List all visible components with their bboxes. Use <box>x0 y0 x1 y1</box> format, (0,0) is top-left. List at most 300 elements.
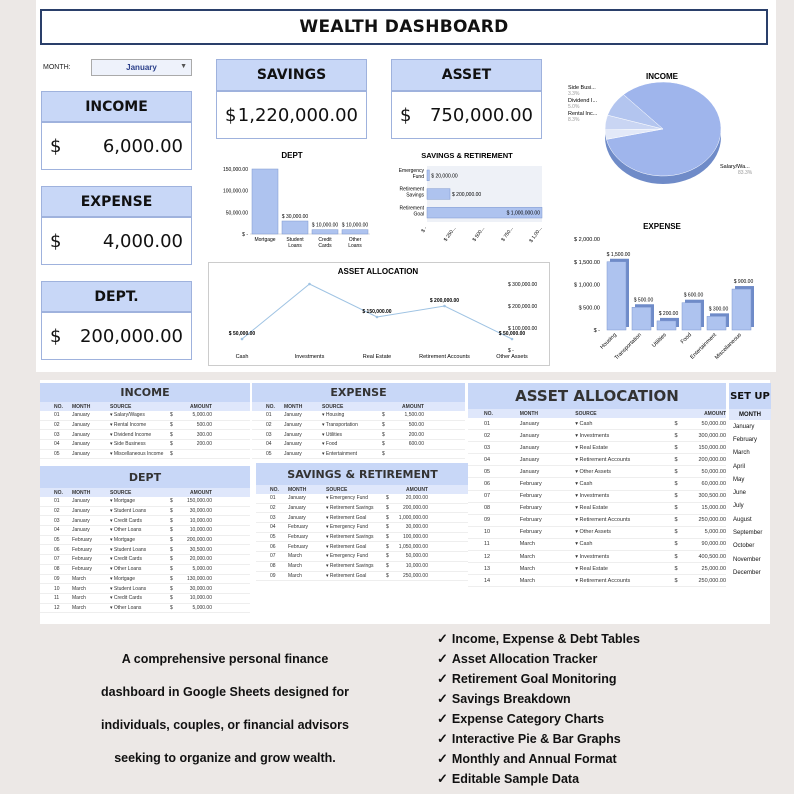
feature-item <box>437 729 737 749</box>
month-label: MONTH: <box>43 64 71 71</box>
amount-value: 5,000.00 <box>704 529 727 536</box>
currency-symbol: $ <box>50 230 62 252</box>
table-cell: February <box>72 546 93 553</box>
table-row[interactable] <box>468 515 726 527</box>
table-row[interactable] <box>40 555 250 565</box>
data-point <box>241 338 244 341</box>
table-cell: February <box>72 566 93 573</box>
x-tick-label: Other Assets <box>496 354 528 360</box>
table-row[interactable] <box>468 575 726 587</box>
table-cell: ▾ Credit Cards <box>110 556 142 563</box>
table-row[interactable] <box>256 552 469 562</box>
table-cell: January <box>284 412 302 419</box>
table-cell: 05 <box>484 468 491 475</box>
amount-cell <box>170 527 218 533</box>
checkmark-icon: ✓ <box>437 671 448 686</box>
currency-symbol: $ <box>382 412 385 419</box>
column-header: SOURCE <box>110 489 132 496</box>
table-cell: ▾ Transportation <box>322 422 358 429</box>
table-row[interactable] <box>468 503 726 515</box>
column-header: NO. <box>484 410 493 417</box>
checkmark-icon: ✓ <box>437 711 448 726</box>
amount-value: 30,000.00 <box>189 508 212 515</box>
amount-value: 30,000.00 <box>189 585 212 592</box>
table-cell: March <box>519 553 535 560</box>
table-header <box>468 409 726 418</box>
month-select[interactable] <box>91 59 192 76</box>
table-row[interactable] <box>256 572 469 582</box>
table-header <box>40 488 250 497</box>
x-tick-label: Retirement Accounts <box>419 354 470 360</box>
table-cell: 01 <box>54 412 60 419</box>
table-row[interactable] <box>256 533 469 543</box>
amount-cell <box>170 432 218 438</box>
column-header: MONTH <box>72 489 91 496</box>
table-cell: January <box>288 495 306 502</box>
y-tick-label: $ 500.00 <box>578 305 600 312</box>
currency-symbol: $ <box>674 481 678 488</box>
y-tick-label: 150,000.00 <box>222 167 248 173</box>
currency-symbol: $ <box>386 524 389 531</box>
table-cell: February <box>288 534 309 541</box>
data-label: $ 500.00 <box>633 297 654 304</box>
table-cell: 09 <box>484 517 491 524</box>
table-cell: 10 <box>484 529 491 536</box>
chart-title: EXPENSE <box>643 222 681 231</box>
table-cell: 12 <box>484 553 491 560</box>
table-cell: 12 <box>54 604 60 611</box>
amount-value: 1,500.00 <box>404 412 424 419</box>
setup-month-item[interactable]: May <box>733 476 745 483</box>
dept-card-value <box>41 312 192 360</box>
y-tick-label: $ - <box>242 232 248 238</box>
currency-symbol: $ <box>386 543 389 550</box>
table-row[interactable] <box>40 594 250 604</box>
table-cell: 05 <box>54 451 60 458</box>
currency-symbol: $ <box>674 468 678 475</box>
table-cell: ▾ Retirement Savings <box>326 563 374 570</box>
table-row[interactable] <box>252 411 465 421</box>
amount-cell <box>382 412 430 418</box>
table-cell: 08 <box>270 563 276 570</box>
month-select-value: January <box>126 63 157 72</box>
table-cell: 08 <box>484 505 491 512</box>
pie-label: Salary/Wa... <box>720 164 750 170</box>
amount-value: 600.00 <box>408 441 424 448</box>
x-tick-label: $ 1,00... <box>528 225 544 244</box>
table-cell: ▾ Cash <box>575 420 593 427</box>
setup-month-item[interactable]: November <box>733 556 761 563</box>
table-cell: 02 <box>484 432 491 439</box>
table-row[interactable] <box>468 418 726 430</box>
amount-cell <box>170 508 218 514</box>
expense-card-header: EXPENSE <box>41 186 192 217</box>
table-cell: 07 <box>270 553 276 560</box>
table-cell: ▾ Emergency Fund <box>326 524 368 531</box>
feature-item <box>437 709 737 729</box>
table-cell: ▾ Retirement Goal <box>326 543 367 550</box>
x-tick-label: $ 500... <box>471 225 487 243</box>
bar <box>252 169 278 234</box>
table-cell: January <box>284 422 302 429</box>
column-header: AMOUNT <box>190 489 212 496</box>
column-header: SOURCE <box>575 410 597 417</box>
feature-item <box>437 669 737 689</box>
amount-value: 250,000.00 <box>698 577 727 584</box>
setup-month-item[interactable]: August <box>733 516 752 523</box>
table-cell: ▾ Miscellaneous Income <box>110 451 164 458</box>
currency-symbol: $ <box>674 529 678 536</box>
setup-month-item[interactable]: January <box>733 423 755 430</box>
amount-value: 20,000.00 <box>189 556 212 563</box>
amount-value: 1,000,000.00 <box>398 514 428 521</box>
data-label: $ 900.00 <box>733 279 754 286</box>
income-card-header: INCOME <box>41 91 192 122</box>
currency-symbol: $ <box>382 431 385 438</box>
table-row[interactable] <box>256 513 469 523</box>
amount-cell <box>170 451 218 457</box>
table-row[interactable] <box>252 450 465 460</box>
table-row[interactable] <box>256 562 469 572</box>
table-cell: ▾ Cash <box>575 481 593 488</box>
table-cell: January <box>284 431 302 438</box>
x-tick-label: Real Estate <box>362 354 392 360</box>
table-cell: February <box>72 537 93 544</box>
table-row[interactable] <box>256 542 469 552</box>
currency-symbol: $ <box>50 135 62 157</box>
setup-month-item[interactable]: July <box>733 503 744 510</box>
table-row[interactable] <box>40 411 250 421</box>
setup-month-item[interactable]: October <box>733 543 755 550</box>
amount-cell <box>674 529 726 535</box>
amount-value: 300.00 <box>196 431 212 438</box>
table-row[interactable] <box>468 551 726 563</box>
currency-symbol: $ <box>170 575 173 582</box>
expense-table-title: EXPENSE <box>252 383 465 402</box>
table-row[interactable] <box>40 604 250 614</box>
amount-value: 5,000.00 <box>192 604 212 611</box>
table-row[interactable] <box>40 536 250 546</box>
feature-item <box>437 689 737 709</box>
income-value: 6,000.00 <box>102 135 183 157</box>
table-cell: 02 <box>54 508 60 515</box>
table-cell: February <box>519 481 542 488</box>
x-tick-label: $ 250... <box>442 225 458 243</box>
table-row[interactable] <box>40 565 250 575</box>
table-cell: January <box>284 451 302 458</box>
asset-table-title: ASSET ALLOCATION <box>468 383 726 409</box>
amount-value: 50,000.00 <box>405 553 428 560</box>
table-cell: 01 <box>484 420 491 427</box>
table-row[interactable] <box>40 545 250 555</box>
column-header: MONTH <box>519 410 539 417</box>
table-cell: January <box>72 441 90 448</box>
table-cell: ▾ Housing <box>322 412 345 419</box>
currency-symbol: $ <box>170 422 173 429</box>
savings-card-value <box>216 91 367 139</box>
table-row[interactable] <box>40 440 250 450</box>
amount-cell <box>674 469 726 475</box>
setup-month-item[interactable]: March <box>733 450 750 457</box>
checkmark-icon: ✓ <box>437 631 448 646</box>
bar <box>312 230 338 234</box>
data-label: $ 10,000.00 <box>341 222 369 229</box>
y-tick-label: Emergency <box>398 168 424 174</box>
amount-cell <box>170 441 218 447</box>
y-tick-label: 50,000.00 <box>225 210 248 217</box>
amount-cell <box>382 422 430 428</box>
amount-value: 5,000.00 <box>192 412 212 419</box>
column-header: MONTH <box>288 486 307 493</box>
table-header <box>40 402 250 411</box>
asset-value: 750,000.00 <box>429 104 533 126</box>
currency-symbol: $ <box>674 505 678 512</box>
data-label: $ 1,500.00 <box>606 251 631 258</box>
table-row[interactable] <box>40 421 250 431</box>
table-cell: ▾ Entertainment <box>322 451 358 458</box>
amount-cell <box>386 553 434 559</box>
table-cell: 05 <box>270 534 276 541</box>
amount-cell <box>170 422 218 428</box>
dept-table <box>40 466 250 613</box>
pie-label: Side Busi... <box>568 85 596 91</box>
table-row[interactable] <box>252 440 465 450</box>
table-cell: 06 <box>54 546 60 553</box>
currency-symbol: $ <box>386 505 389 512</box>
table-row[interactable] <box>40 450 250 460</box>
table-cell: March <box>288 553 302 560</box>
currency-symbol: $ <box>170 546 173 553</box>
data-label: $ 20,000.00 <box>431 173 458 180</box>
data-point <box>308 283 311 286</box>
table-cell: ▾ Other Assets <box>575 529 612 536</box>
x-tick-label: Loans <box>288 243 302 249</box>
table-cell: January <box>284 441 302 448</box>
table-row[interactable] <box>468 539 726 551</box>
table-row[interactable] <box>40 575 250 585</box>
amount-cell <box>386 573 434 579</box>
table-cell: February <box>288 543 309 550</box>
column-header: NO. <box>54 403 63 410</box>
x-tick-label: $ - <box>420 225 429 234</box>
bar <box>707 316 726 330</box>
setup-month-item[interactable]: December <box>733 569 761 576</box>
table-cell: March <box>72 595 86 602</box>
table-cell: 08 <box>54 566 60 573</box>
feature-text: Retirement Goal Monitoring <box>451 672 617 686</box>
x-tick-label: Investments <box>294 354 325 360</box>
setup-month-item[interactable]: April <box>733 463 746 470</box>
currency-symbol: $ <box>386 495 389 502</box>
setup-month-item[interactable]: February <box>733 436 758 443</box>
table-cell: 01 <box>270 495 276 502</box>
table-cell: ▾ Real Estate <box>575 444 608 451</box>
table-cell: ▾ Other Assets <box>575 468 612 475</box>
table-cell: 05 <box>54 537 60 544</box>
description <box>60 652 390 784</box>
feature-item <box>437 769 737 789</box>
table-cell: January <box>72 431 90 438</box>
table-row[interactable] <box>252 421 465 431</box>
amount-cell <box>674 433 726 439</box>
pie-percent: 5.0% <box>568 104 580 110</box>
currency-symbol: $ <box>170 556 173 563</box>
column-header: NO. <box>54 489 63 496</box>
table-cell: March <box>288 572 302 579</box>
amount-value: 30,000.00 <box>405 524 428 531</box>
amount-cell <box>170 518 218 524</box>
table-cell: March <box>519 541 535 548</box>
table-row[interactable] <box>256 494 469 504</box>
bar <box>427 170 429 181</box>
column-header: AMOUNT <box>402 403 424 410</box>
table-row[interactable] <box>256 504 469 514</box>
table-row[interactable] <box>40 430 250 440</box>
column-header: MONTH <box>72 403 91 410</box>
currency-symbol: $ <box>170 508 173 515</box>
income-table <box>40 383 250 459</box>
data-label: $ 1,000,000.00 <box>506 210 540 217</box>
table-cell: ▾ Salary/Wages <box>110 412 145 419</box>
currency-symbol: $ <box>170 527 173 534</box>
data-label: $ 300.00 <box>708 306 729 313</box>
data-label: $ 10,000.00 <box>311 222 339 229</box>
table-cell: 03 <box>54 431 60 438</box>
amount-cell <box>674 445 726 451</box>
amount-cell <box>674 517 726 523</box>
table-cell: 03 <box>270 514 276 521</box>
table-cell: 06 <box>484 481 491 488</box>
table-row[interactable] <box>40 516 250 526</box>
currency-symbol: $ <box>382 451 385 458</box>
amount-cell <box>674 541 726 547</box>
y-tick-label: $ 2,000.00 <box>574 237 600 243</box>
table-row[interactable] <box>40 507 250 517</box>
table-row[interactable] <box>468 491 726 503</box>
table-cell: ▾ Rental Income <box>110 422 147 429</box>
checkmark-icon: ✓ <box>437 651 448 666</box>
amount-value: 1,050,000.00 <box>398 543 428 550</box>
table-cell: ▾ Mortgage <box>110 575 136 582</box>
table-cell: ▾ Credit Cards <box>110 595 142 602</box>
asset-card-header: ASSET <box>391 59 542 91</box>
feature-text: Editable Sample Data <box>451 772 580 786</box>
table-cell: January <box>519 444 540 451</box>
column-header: SOURCE <box>322 403 344 410</box>
x-tick-label: Housing <box>599 332 618 351</box>
table-cell: ▾ Side Business <box>110 441 146 448</box>
table-cell: ▾ Retirement Goal <box>326 514 367 521</box>
amount-value: 400,500.00 <box>698 553 727 560</box>
currency-symbol: $ <box>386 514 389 521</box>
table-cell: 04 <box>54 527 60 534</box>
table-row[interactable] <box>40 584 250 594</box>
amount-value: 20,000.00 <box>405 495 428 502</box>
table-cell: January <box>72 527 90 534</box>
data-point <box>511 338 514 341</box>
amount-cell <box>170 595 218 601</box>
savings-card-header: SAVINGS <box>216 59 367 91</box>
currency-symbol: $ <box>400 104 412 126</box>
table-row[interactable] <box>468 454 726 466</box>
table-row[interactable] <box>468 442 726 454</box>
column-header: SOURCE <box>110 403 132 410</box>
table-row[interactable] <box>468 527 726 539</box>
table-cell: 06 <box>270 543 276 550</box>
table-row[interactable] <box>468 466 726 478</box>
setup-month-item[interactable]: June <box>733 490 747 497</box>
table-cell: January <box>288 505 306 512</box>
table-cell: January <box>72 498 90 505</box>
x-tick-label: $ 750... <box>500 225 515 243</box>
x-tick-label: Credit <box>318 237 332 243</box>
table-row[interactable] <box>468 478 726 490</box>
table-row[interactable] <box>40 497 250 507</box>
amount-cell <box>674 457 726 463</box>
currency-symbol: $ <box>170 537 173 544</box>
table-row[interactable] <box>256 523 469 533</box>
amount-cell <box>170 412 218 418</box>
table-cell: 03 <box>266 431 272 438</box>
y-tick-label: Goal <box>413 211 424 218</box>
feature-text: Interactive Pie & Bar Graphs <box>451 732 621 746</box>
table-cell: 09 <box>54 575 60 582</box>
description-line: individuals, couples, or financial advisors <box>101 718 349 732</box>
amount-value: 100,000.00 <box>402 534 428 541</box>
amount-cell <box>674 505 726 511</box>
table-row[interactable] <box>468 430 726 442</box>
amount-cell <box>386 524 434 530</box>
x-tick-label: Utilities <box>651 332 668 349</box>
table-cell: January <box>519 432 540 439</box>
amount-value: 10,000.00 <box>189 517 212 524</box>
column-header: NO. <box>266 403 275 410</box>
table-row[interactable] <box>40 526 250 536</box>
table-cell: 03 <box>54 517 60 524</box>
table-row[interactable] <box>468 563 726 575</box>
currency-symbol: $ <box>674 420 678 427</box>
column-header: AMOUNT <box>190 403 212 410</box>
table-header <box>256 485 469 494</box>
feature-item <box>437 749 737 769</box>
table-cell: ▾ Emergency Fund <box>326 495 368 502</box>
amount-cell <box>386 505 434 511</box>
amount-cell <box>674 566 726 572</box>
amount-cell <box>386 515 434 521</box>
amount-cell <box>170 498 218 504</box>
amount-cell <box>170 586 218 592</box>
currency-symbol: $ <box>170 585 173 592</box>
page-title: WEALTH DASHBOARD <box>40 9 768 45</box>
setup-month-item[interactable]: September <box>733 530 763 537</box>
table-cell: ▾ Retirement Accounts <box>575 456 631 463</box>
x-tick-label: Mortgage <box>254 237 276 243</box>
table-cell: ▾ Emergency Fund <box>326 553 368 560</box>
amount-value: 250,000.00 <box>402 572 428 579</box>
description-line: dashboard in Google Sheets designed for <box>101 685 349 699</box>
feature-item <box>437 649 737 669</box>
savings-table-title: SAVINGS & RETIREMENT <box>256 463 469 485</box>
currency-symbol: $ <box>382 441 385 448</box>
amount-cell <box>170 537 218 543</box>
amount-value: 130,000.00 <box>186 575 212 582</box>
table-row[interactable] <box>252 430 465 440</box>
currency-symbol: $ <box>382 422 385 429</box>
amount-cell <box>674 493 726 499</box>
feature-text: Asset Allocation Tracker <box>451 652 598 666</box>
asset-card-value <box>391 91 542 139</box>
amount-cell <box>386 495 434 501</box>
